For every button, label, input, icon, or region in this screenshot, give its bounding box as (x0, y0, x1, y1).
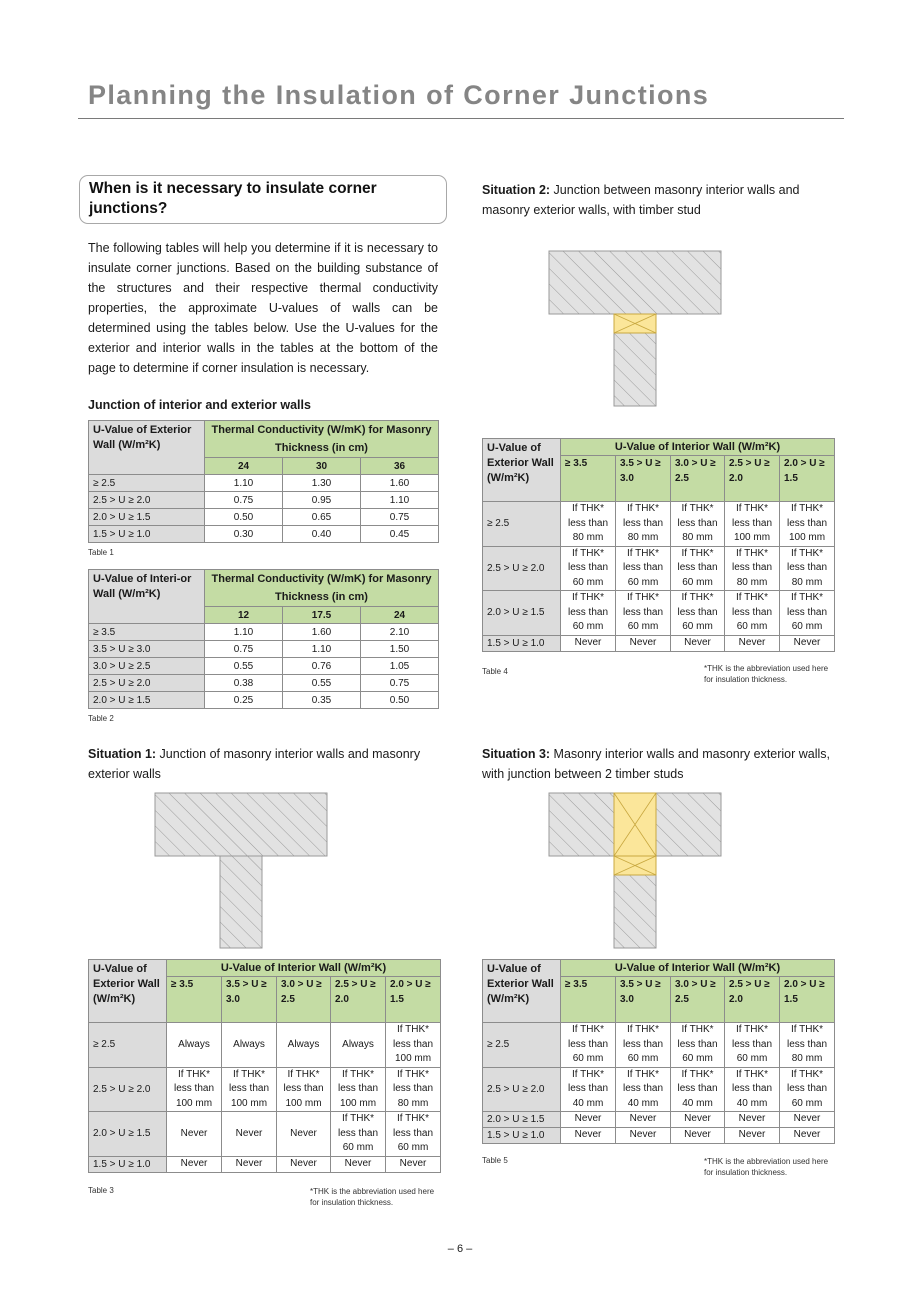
row-header: 3.0 > U ≥ 2.5 (89, 658, 205, 675)
table-cell: If THK* less than 100 mm (222, 1067, 277, 1112)
table-cell: 0.50 (205, 509, 283, 526)
row-header: ≥ 2.5 (483, 502, 561, 547)
situation-label: Situation 2: (482, 183, 551, 197)
row-header: ≥ 3.5 (89, 624, 205, 641)
table-row (89, 692, 439, 709)
table-group-header: U-Value of Interior Wall (W/m²K) (561, 439, 835, 456)
table-cell: If THK* less than 40 mm (725, 1067, 780, 1112)
table-cell: If THK* less than 60 mm (671, 1023, 725, 1068)
table-cell: If THK* less than 40 mm (671, 1067, 725, 1112)
table-cell: 0.38 (205, 675, 283, 692)
table-cell: 1.30 (283, 475, 361, 492)
table-cell: If THK* less than 60 mm (331, 1112, 386, 1157)
table-cell: If THK* less than 60 mm (561, 1023, 616, 1068)
table-cell: Never (780, 635, 835, 651)
table-cell: Always (222, 1023, 277, 1068)
situation-2-text (482, 180, 834, 220)
table-row (89, 624, 439, 641)
table-cell: If THK* less than 80 mm (780, 1023, 835, 1068)
table-cell: Never (725, 635, 780, 651)
row-header: 1.5 > U ≥ 1.0 (483, 635, 561, 651)
table-cell: If THK* less than 40 mm (616, 1067, 671, 1112)
table-cell: Never (780, 1112, 835, 1128)
junction-diagram-2 (544, 248, 729, 410)
table-caption: Table 4 (482, 667, 508, 676)
table-cell: If THK* less than 60 mm (780, 591, 835, 636)
row-header: 1.5 > U ≥ 1.0 (89, 1156, 167, 1172)
table-row (483, 1128, 835, 1144)
table-cell: Never (561, 1112, 616, 1128)
table-row (89, 1023, 441, 1068)
table-cell: Never (671, 635, 725, 651)
junction-heading: Junction of interior and exterior walls (88, 398, 311, 412)
table-cell: Never (222, 1156, 277, 1172)
table-cell: Always (167, 1023, 222, 1068)
table-row (483, 591, 835, 636)
table-cell: Never (780, 1128, 835, 1144)
table-row (89, 1067, 441, 1112)
table-caption: Table 3 (88, 1186, 114, 1195)
table-row (89, 492, 439, 509)
title-rule (78, 118, 844, 119)
table-cell: 0.30 (205, 526, 283, 543)
table-cell: 0.76 (283, 658, 361, 675)
table-cell: Never (386, 1156, 441, 1172)
column-header: 3.5 > U ≥ 3.0 (616, 977, 671, 1023)
column-header: 36 (361, 458, 439, 475)
table-cell: If THK* less than 80 mm (780, 546, 835, 591)
table-group-header: Thermal Conductivity (W/mK) for Masonry Thickness (in cm) (205, 570, 439, 607)
intro-paragraph: The following tables will help you determine if it is necessary to insulate corner junctions. Based on the building substance of the structures and their respective thermal conductivity properties, the approximate U-values of walls can be determined using the tables below. Use the U-values for the exterior and interior walls in the tables at the bottom of the page to determine if corner insulation is necessary. (88, 241, 438, 375)
table-cell: Never (616, 635, 671, 651)
table-group-header: U-Value of Interior Wall (W/m²K) (561, 960, 835, 977)
table-row (89, 675, 439, 692)
table-cell: 0.40 (283, 526, 361, 543)
table-row (89, 475, 439, 492)
table-cell: If THK* less than 60 mm (616, 546, 671, 591)
table-row (483, 502, 835, 547)
row-header: 2.0 > U ≥ 1.5 (483, 591, 561, 636)
row-header: 2.0 > U ≥ 1.5 (89, 1112, 167, 1157)
table-cell: Never (671, 1112, 725, 1128)
table-cell: If THK* less than 40 mm (561, 1067, 616, 1112)
column-header: 3.0 > U ≥ 2.5 (277, 977, 331, 1023)
table-cell: If THK* less than 60 mm (386, 1112, 441, 1157)
row-header: 2.5 > U ≥ 2.0 (89, 675, 205, 692)
table-corner-header: U-Value of Exterior Wall (W/m²K) (483, 439, 561, 502)
situation-description: Masonry interior walls and masonry exterior walls, with junction between 2 timber studs (482, 747, 831, 781)
table-corner-header: U-Value of Exterior Wall (W/m²K) (89, 421, 205, 475)
table-cell: 0.35 (283, 692, 361, 709)
table-cell: If THK* less than 80 mm (725, 546, 780, 591)
table-cell: If THK* less than 60 mm (616, 591, 671, 636)
column-header: 2.0 > U ≥ 1.5 (780, 456, 835, 502)
row-header: 2.5 > U ≥ 2.0 (89, 1067, 167, 1112)
column-header: 3.0 > U ≥ 2.5 (671, 977, 725, 1023)
table-cell: If THK* less than 60 mm (725, 591, 780, 636)
table-cell: Never (725, 1112, 780, 1128)
table-cell: If THK* less than 60 mm (671, 591, 725, 636)
table-cell: Always (277, 1023, 331, 1068)
table-row (483, 635, 835, 651)
column-header: 3.5 > U ≥ 3.0 (616, 456, 671, 502)
column-header: 24 (205, 458, 283, 475)
table-cell: 0.55 (205, 658, 283, 675)
table-cell: 0.75 (361, 509, 439, 526)
table-cell: Never (725, 1128, 780, 1144)
column-header: ≥ 3.5 (167, 977, 222, 1023)
column-header: ≥ 3.5 (561, 456, 616, 502)
table-cell: Never (561, 1128, 616, 1144)
table-row (89, 526, 439, 543)
table-1 (88, 420, 439, 543)
table-footnote: *THK is the abbreviation used here for insulation thickness. (704, 664, 829, 684)
row-header: ≥ 2.5 (483, 1023, 561, 1068)
table-4 (482, 438, 835, 652)
row-header: 2.0 > U ≥ 1.5 (89, 692, 205, 709)
table-cell: Never (331, 1156, 386, 1172)
column-header: 2.5 > U ≥ 2.0 (331, 977, 386, 1023)
situation-1-text (88, 744, 440, 784)
page-number: – 6 – (447, 1243, 473, 1255)
table-cell: If THK* less than 80 mm (616, 502, 671, 547)
table-row (483, 546, 835, 591)
column-header: 2.5 > U ≥ 2.0 (725, 977, 780, 1023)
table-caption: Table 1 (88, 548, 114, 557)
table-cell: If THK* less than 100 mm (725, 502, 780, 547)
page-title: Planning the Insulation of Corner Junctions (88, 80, 710, 110)
row-header: 2.5 > U ≥ 2.0 (483, 1067, 561, 1112)
junction-diagram-1 (150, 790, 335, 952)
table-cell: If THK* less than 60 mm (561, 546, 616, 591)
table-footnote: *THK is the abbreviation used here for insulation thickness. (704, 1157, 829, 1177)
table-3 (88, 959, 441, 1173)
situation-description: Junction between masonry interior walls and masonry exterior walls, with timber stud (482, 183, 800, 217)
table-5 (482, 959, 835, 1144)
table-caption: Table 2 (88, 714, 114, 723)
table-row (483, 1023, 835, 1068)
table-footnote: *THK is the abbreviation used here for insulation thickness. (310, 1187, 435, 1207)
row-header: 1.5 > U ≥ 1.0 (483, 1128, 561, 1144)
row-header: 2.5 > U ≥ 2.0 (89, 492, 205, 509)
table-cell: 1.10 (205, 475, 283, 492)
situation-label: Situation 3: (482, 747, 551, 761)
table-caption: Table 5 (482, 1156, 508, 1165)
table-cell: Always (331, 1023, 386, 1068)
table-cell: 0.65 (283, 509, 361, 526)
table-group-header: Thermal Conductivity (W/mK) for Masonry Thickness (in cm) (205, 421, 439, 458)
table-cell: 0.55 (283, 675, 361, 692)
table-cell: 0.50 (361, 692, 439, 709)
column-header: 3.0 > U ≥ 2.5 (671, 456, 725, 502)
table-cell: 0.75 (205, 641, 283, 658)
row-header: 1.5 > U ≥ 1.0 (89, 526, 205, 543)
table-cell: If THK* less than 60 mm (561, 591, 616, 636)
table-cell: If THK* less than 60 mm (725, 1023, 780, 1068)
table-cell: 1.60 (283, 624, 361, 641)
table-row (483, 1067, 835, 1112)
table-group-header: U-Value of Interior Wall (W/m²K) (167, 960, 441, 977)
column-header: 2.0 > U ≥ 1.5 (780, 977, 835, 1023)
table-cell: 1.60 (361, 475, 439, 492)
table-cell: 0.45 (361, 526, 439, 543)
table-cell: Never (616, 1112, 671, 1128)
table-cell: 1.10 (205, 624, 283, 641)
table-cell: If THK* less than 60 mm (616, 1023, 671, 1068)
junction-diagram-3 (544, 790, 729, 952)
table-row (483, 1112, 835, 1128)
table-corner-header: U-Value of Exterior Wall (W/m²K) (483, 960, 561, 1023)
row-header: ≥ 2.5 (89, 1023, 167, 1068)
table-cell: 0.95 (283, 492, 361, 509)
column-header: 17.5 (283, 607, 361, 624)
table-cell: 0.25 (205, 692, 283, 709)
table-cell: 1.50 (361, 641, 439, 658)
table-2 (88, 569, 439, 709)
column-header: 2.0 > U ≥ 1.5 (386, 977, 441, 1023)
table-cell: 0.75 (205, 492, 283, 509)
situation-label: Situation 1: (88, 747, 157, 761)
column-header: 24 (361, 607, 439, 624)
table-cell: If THK* less than 80 mm (671, 502, 725, 547)
table-cell: If THK* less than 60 mm (671, 546, 725, 591)
row-header: ≥ 2.5 (89, 475, 205, 492)
column-header: 3.5 > U ≥ 3.0 (222, 977, 277, 1023)
table-row (89, 1112, 441, 1157)
table-cell: If THK* less than 100 mm (277, 1067, 331, 1112)
table-corner-header: U-Value of Exterior Wall (W/m²K) (89, 960, 167, 1023)
table-cell: Never (277, 1156, 331, 1172)
table-cell: Never (671, 1128, 725, 1144)
table-cell: 1.10 (361, 492, 439, 509)
table-cell: 1.10 (283, 641, 361, 658)
table-cell: Never (616, 1128, 671, 1144)
table-corner-header: U-Value of Interi-or Wall (W/m²K) (89, 570, 205, 624)
table-cell: If THK* less than 100 mm (780, 502, 835, 547)
table-cell: Never (167, 1156, 222, 1172)
table-cell: 0.75 (361, 675, 439, 692)
table-cell: Never (561, 635, 616, 651)
table-cell: If THK* less than 100 mm (167, 1067, 222, 1112)
table-cell: 1.05 (361, 658, 439, 675)
table-cell: If THK* less than 100 mm (331, 1067, 386, 1112)
table-cell: Never (277, 1112, 331, 1157)
row-header: 2.0 > U ≥ 1.5 (89, 509, 205, 526)
row-header: 2.0 > U ≥ 1.5 (483, 1112, 561, 1128)
row-header: 3.5 > U ≥ 3.0 (89, 641, 205, 658)
situation-3-text (482, 744, 854, 784)
column-header: ≥ 3.5 (561, 977, 616, 1023)
table-cell: 2.10 (361, 624, 439, 641)
row-header: 2.5 > U ≥ 2.0 (483, 546, 561, 591)
column-header: 30 (283, 458, 361, 475)
table-row (89, 509, 439, 526)
column-header: 2.5 > U ≥ 2.0 (725, 456, 780, 502)
table-cell: If THK* less than 100 mm (386, 1023, 441, 1068)
table-cell: Never (222, 1112, 277, 1157)
table-row (89, 1156, 441, 1172)
situation-description: Junction of masonry interior walls and masonry exterior walls (88, 747, 421, 781)
table-cell: If THK* less than 60 mm (780, 1067, 835, 1112)
table-cell: If THK* less than 80 mm (561, 502, 616, 547)
table-row (89, 658, 439, 675)
column-header: 12 (205, 607, 283, 624)
table-row (89, 641, 439, 658)
table-cell: Never (167, 1112, 222, 1157)
question-heading: When is it necessary to insulate corner junctions? (79, 175, 447, 224)
table-cell: If THK* less than 80 mm (386, 1067, 441, 1112)
